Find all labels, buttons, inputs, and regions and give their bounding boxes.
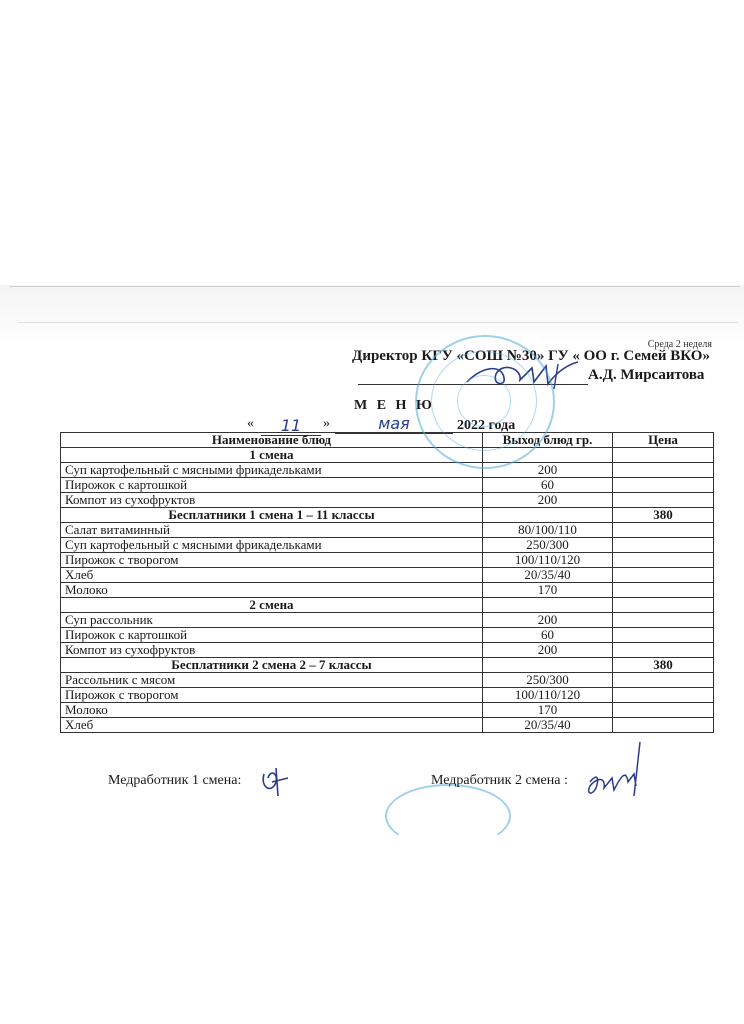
dish-name: Суп картофельный с мясными фрикадельками: [61, 538, 483, 553]
dish-output: 200: [483, 643, 613, 658]
table-row: [61, 478, 714, 493]
official-stamp: [415, 335, 555, 469]
medic-shift-2-label: Медработник 2 смена :: [431, 773, 568, 788]
table-row: [61, 613, 714, 628]
dish-output: 80/100/110: [483, 523, 613, 538]
week-label: Среда 2 неделя: [647, 339, 712, 350]
dish-name: Суп картофельный с мясными фрикадельками: [61, 463, 483, 478]
dish-name: Суп рассольник: [61, 613, 483, 628]
dish-output: 100/110/120: [483, 553, 613, 568]
price-cell: [613, 568, 714, 583]
dish-name: Молоко: [61, 703, 483, 718]
table-row: [61, 538, 714, 553]
table-row: [61, 583, 714, 598]
director-name: А.Д. Мирсаитова: [588, 367, 705, 383]
table-row: [61, 673, 714, 688]
table-section-row: [61, 658, 714, 673]
dish-output: 60: [483, 478, 613, 493]
dish-output: 170: [483, 583, 613, 598]
dish-output: 250/300: [483, 673, 613, 688]
section-title: Бесплатники 1 смена 1 – 11 классы: [61, 508, 483, 523]
table-section-row: [61, 508, 714, 523]
menu-table-body: [61, 448, 714, 733]
price-cell: [613, 673, 714, 688]
dish-output: 200: [483, 493, 613, 508]
section-title: Бесплатники 2 смена 2 – 7 классы: [61, 658, 483, 673]
dish-output: [483, 598, 613, 613]
table-row: [61, 568, 714, 583]
table-row: [61, 523, 714, 538]
table-row: [61, 688, 714, 703]
table-row: [61, 553, 714, 568]
price-cell: [613, 583, 714, 598]
header-dish-name: Наименование блюд: [61, 433, 483, 448]
price-cell: 380: [613, 658, 714, 673]
price-cell: [613, 463, 714, 478]
date-close-quote: »: [323, 416, 330, 431]
price-cell: [613, 478, 714, 493]
header-output: Выход блюд гр.: [483, 433, 613, 448]
dish-name: Компот из сухофруктов: [61, 643, 483, 658]
dish-output: 200: [483, 463, 613, 478]
table-row: [61, 493, 714, 508]
table-row: [61, 463, 714, 478]
dish-output: 100/110/120: [483, 688, 613, 703]
date-day: 11: [261, 416, 321, 436]
dish-name: Пирожок с творогом: [61, 688, 483, 703]
medic-1-signature: [258, 764, 294, 798]
date-month: мая: [335, 414, 453, 434]
dish-name: Рассольник с мясом: [61, 673, 483, 688]
official-stamp: [385, 784, 511, 848]
price-cell: [613, 643, 714, 658]
dish-output: [483, 508, 613, 523]
dish-output: 20/35/40: [483, 568, 613, 583]
date-open-quote: «: [247, 416, 254, 431]
medic-shift-1-label: Медработник 1 смена:: [108, 773, 242, 788]
section-title: 1 смена: [61, 448, 483, 463]
dish-output: 170: [483, 703, 613, 718]
dish-name: Компот из сухофруктов: [61, 493, 483, 508]
date-year: 2022 года: [457, 418, 516, 433]
table-section-row: [61, 448, 714, 463]
price-cell: [613, 553, 714, 568]
dish-output: 250/300: [483, 538, 613, 553]
price-cell: [613, 523, 714, 538]
dish-output: 20/35/40: [483, 718, 613, 733]
price-cell: [613, 628, 714, 643]
medic-2-signature: [582, 738, 652, 800]
price-cell: [613, 703, 714, 718]
price-cell: [613, 493, 714, 508]
table-row: [61, 718, 714, 733]
table-row: [61, 643, 714, 658]
dish-name: Пирожок с картошкой: [61, 628, 483, 643]
price-cell: [613, 448, 714, 463]
section-title: 2 смена: [61, 598, 483, 613]
table-row: [61, 703, 714, 718]
dish-name: Молоко: [61, 583, 483, 598]
price-cell: 380: [613, 508, 714, 523]
price-cell: [613, 613, 714, 628]
header-price: Цена: [613, 433, 714, 448]
price-cell: [613, 538, 714, 553]
price-cell: [613, 598, 714, 613]
director-title: Директор КГУ «СОШ №30» ГУ « ОО г. Семей ВКО»: [352, 348, 710, 364]
dish-output: [483, 658, 613, 673]
dish-name: Пирожок с творогом: [61, 553, 483, 568]
dish-name: Хлеб: [61, 718, 483, 733]
dish-output: 200: [483, 613, 613, 628]
menu-title: М Е Н Ю: [354, 398, 435, 413]
price-cell: [613, 688, 714, 703]
table-header-row: [61, 433, 714, 448]
dish-name: Хлеб: [61, 568, 483, 583]
dish-output: 60: [483, 628, 613, 643]
scan-edge-line: [10, 286, 740, 287]
table-row: [61, 628, 714, 643]
dish-name: Салат витаминный: [61, 523, 483, 538]
table-section-row: [61, 598, 714, 613]
price-cell: [613, 718, 714, 733]
menu-table: [60, 432, 714, 733]
dish-name: Пирожок с картошкой: [61, 478, 483, 493]
scan-edge-line: [18, 322, 738, 323]
